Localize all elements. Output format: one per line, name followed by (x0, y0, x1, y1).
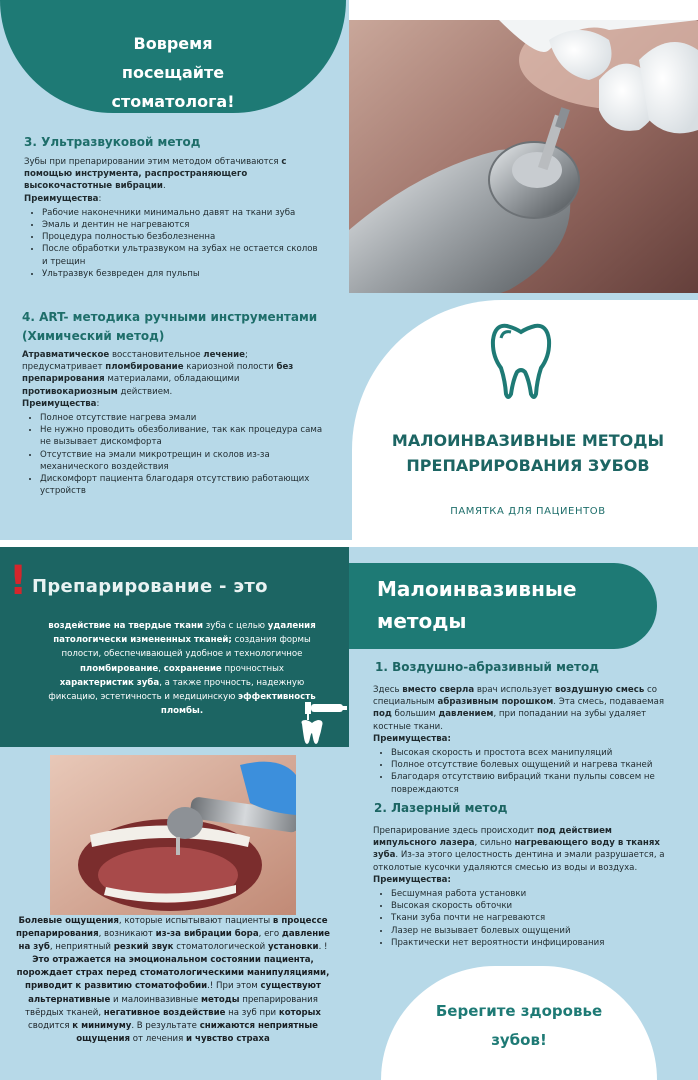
m1-adv-label: Преимущества: (373, 733, 451, 744)
m2-p5: . Из-за этого целостность дентина и эмали разрушается, а отколотые кусочки удаляются смесью из воды и воздуха. (373, 850, 665, 873)
m4-list (22, 412, 324, 497)
list-item: • Отсутствие на эмали микротрещин и сколов из-за механического воздействия (40, 449, 324, 473)
sym-s21: на зуб при (225, 1007, 279, 1018)
m1-p9: большим (391, 709, 439, 720)
m2-adv-label: Преимущества: (373, 874, 451, 885)
m1-title: 1. Воздушно-абразивный метод (375, 660, 599, 674)
m1-list (373, 747, 673, 796)
sym-s3: в процессе препарирования (15, 916, 328, 940)
list-item: • Высокая скорость и простота всех манипуляций (391, 747, 673, 759)
sym-s5: из-за вибрации бора (155, 929, 259, 940)
sym-s19: препарирования твёрдых тканей, (25, 994, 318, 1018)
m3-adv-label: Преимущества (24, 193, 99, 204)
sym-s27: от лечения (130, 1033, 187, 1044)
list-item: • Рабочие наконечники минимально давят на ткани зуба (42, 207, 324, 219)
sym-s28: и чувство страха (186, 1033, 270, 1044)
dental-handpiece-photo (349, 20, 698, 325)
treatment-illustration (50, 755, 296, 915)
sym-s22: которых (278, 1007, 321, 1018)
sym-s12: . ! (318, 942, 328, 953)
sym-s6: , его (258, 929, 282, 940)
sym-s13: Это отражается на эмоциональном состоянии пациента, порождает страх перед стоматологическими манипуляциями, приводит к развитию стоматофобии (16, 955, 330, 992)
m1-p11: , при попадании на зубы удаляет костные ткани. (373, 709, 647, 732)
m1-p1: Здесь (373, 685, 403, 695)
sym-s17: и малоинвазивные (110, 994, 202, 1005)
sym-s26: снижаются неприятные ощущения (76, 1020, 318, 1044)
def-d5: пломбирование (79, 663, 159, 674)
m4-p6: кариозной полости (183, 362, 277, 373)
m4-p4: ; предусматривает (22, 350, 248, 373)
m4-p2: восстановительное (109, 350, 204, 360)
tooth-drill-icon (298, 700, 348, 748)
def-d6: , (158, 663, 164, 674)
m1-p7: . Эта смесь, подаваемая (553, 697, 665, 708)
cover-subtitle: ПАМЯТКА ДЛЯ ПАЦИЕНТОВ (450, 506, 606, 517)
def-d10: , а также прочность, надежную фиксацию, эстетичность и медицинскую (48, 677, 305, 703)
list-item: • Ткани зуба почти не нагреваются (391, 912, 673, 924)
list-item: • После обработки ультразвуком на зубах не остается сколов и трещин (42, 243, 324, 267)
list-item: • Благодаря отсутствию вибраций ткани пульпы совсем не повреждаются (391, 771, 673, 795)
list-item: • Практически нет вероятности инфицирования (391, 937, 673, 949)
list-item: • Полное отсутствие болевых ощущений и нагрева тканей (391, 759, 673, 771)
sym-s16: существуют альтернативные (28, 981, 321, 1005)
m1-p10: давлением (438, 709, 494, 720)
half-divider (0, 540, 698, 547)
sym-s8: , неприятный (49, 942, 114, 953)
m4-p8: материалами, обладающими (104, 374, 240, 385)
m2-p4: нагревающего воду в тканях зуба (373, 838, 660, 861)
def-d4: создания формы полости, обеспечивающей удобное и технологичное (61, 635, 311, 660)
list-item: • Процедура полностью безболезненна (42, 231, 324, 243)
definition-text (44, 619, 320, 718)
sym-s1: Болевые ощущения (18, 916, 119, 926)
list-item: • Ультразвук безвреден для пульпы (42, 268, 324, 280)
list-item: • Полное отсутствие нагрева эмали (40, 412, 324, 424)
m4-p9: противокариозным (22, 386, 118, 397)
sym-s23: сводится (28, 1020, 73, 1031)
m1-p8: под (373, 709, 392, 720)
exclamation-mark: ! (9, 558, 28, 604)
m1-p6: абразивным порошком (437, 697, 554, 708)
sym-s24: к минимуму (72, 1020, 132, 1031)
m4-p1: Атравматическое (22, 350, 110, 360)
m3-intro (24, 156, 324, 193)
m2-body (373, 825, 673, 949)
list-item: • Дискомфорт пациента благодаря отсутствию работающих устройств (40, 473, 324, 497)
m1-adv (373, 733, 673, 745)
m3-intro-b: с помощью инструмента, распространяющего высокочастотные вибрации (24, 157, 287, 192)
list-item: • Бесшумная работа установки (391, 888, 673, 900)
cover-title: МАЛОИНВАЗИВНЫЕ МЕТОДЫ ПРЕПАРИРОВАНИЯ ЗУБОВ (391, 431, 665, 475)
m2-p3: , сильно (474, 838, 515, 849)
list-item: • Высокая скорость обточки (391, 900, 673, 912)
m4-adv: Преимущества: (22, 398, 100, 409)
sym-s11: установки (267, 942, 319, 953)
def-d11: эффективность пломбы. (160, 692, 316, 717)
sym-s7: давление на зуб (18, 929, 330, 953)
m4-adv-label: Преимущества (22, 398, 97, 409)
m1-para (373, 684, 673, 733)
m4-para (22, 349, 324, 398)
m3-intro-c: . (162, 181, 166, 192)
m1-p4: воздушную смесь (554, 685, 645, 695)
m4-body (22, 349, 324, 497)
m4-p3: лечение (203, 350, 245, 360)
m2-p2: под действием импульсного лазера (373, 826, 612, 849)
sym-s2: , которые испытывают пациенты (118, 916, 273, 926)
sym-s14: .! (207, 981, 214, 992)
sym-s15: При этом (213, 981, 261, 992)
def-d2: зуба с целью (202, 621, 268, 631)
m3-body (24, 156, 324, 280)
m1-p2: вместо сверла (402, 685, 475, 695)
m2-list (373, 888, 673, 949)
m3-title: 3. Ультразвуковой метод (24, 135, 201, 149)
m4-title: 4. ART- методика ручными инструментами (Химический метод) (22, 310, 318, 343)
m1-p5: со специальным (373, 685, 657, 708)
sym-s10: стоматологической (173, 942, 268, 953)
m3-adv: Преимущества: (24, 193, 102, 204)
def-d9: характеристик зуба (59, 677, 160, 688)
def-d1: воздействие на твердые ткани (48, 621, 203, 631)
m4-p7: без препарирования (22, 362, 294, 385)
sym-s4: , возникают (98, 929, 156, 940)
list-item: • Эмаль и дентин не нагреваются (42, 219, 324, 231)
symptoms-text (10, 915, 336, 1046)
def-d3: удаления патологически измененных тканей; (53, 621, 316, 646)
m4-p5: пломбирование (105, 362, 184, 373)
handpiece-illustration (349, 20, 698, 325)
sym-s20: негативное воздействие (103, 1007, 226, 1018)
banner-text: Вовремя посещайте стоматолога! (111, 34, 235, 111)
sym-s25: . В результате (131, 1020, 200, 1031)
m2-p1: Препарирование здесь происходит (373, 826, 537, 836)
methods-heading: Малоинвазивные методы (377, 577, 577, 633)
def-d8: прочностных (221, 663, 285, 674)
list-item: • Лазер не вызывает болевых ощущений (391, 925, 673, 937)
sym-s18: методы (201, 994, 240, 1005)
m2-title: 2. Лазерный метод (374, 801, 508, 815)
m2-adv (373, 874, 673, 886)
definition-heading: Препарирование - это (32, 576, 268, 597)
m3-list (24, 207, 324, 280)
m3-intro-a: Зубы при препарировании этим методом обтачиваются (24, 157, 282, 167)
tooth-logo-icon (489, 320, 553, 402)
patient-treatment-photo (50, 755, 296, 915)
list-item: • Не нужно проводить обезболивание, так как процедура сама не вызывает дискомфорта (40, 424, 324, 448)
m4-p10: действием. (117, 386, 173, 397)
m2-para (373, 825, 673, 874)
m1-body (373, 684, 673, 796)
def-d7: сохранение (163, 663, 222, 674)
m1-p3: врач использует (474, 685, 555, 695)
sym-s9: резкий звук (113, 942, 174, 953)
closing-text: Берегите здоровье зубов! (435, 1002, 603, 1049)
